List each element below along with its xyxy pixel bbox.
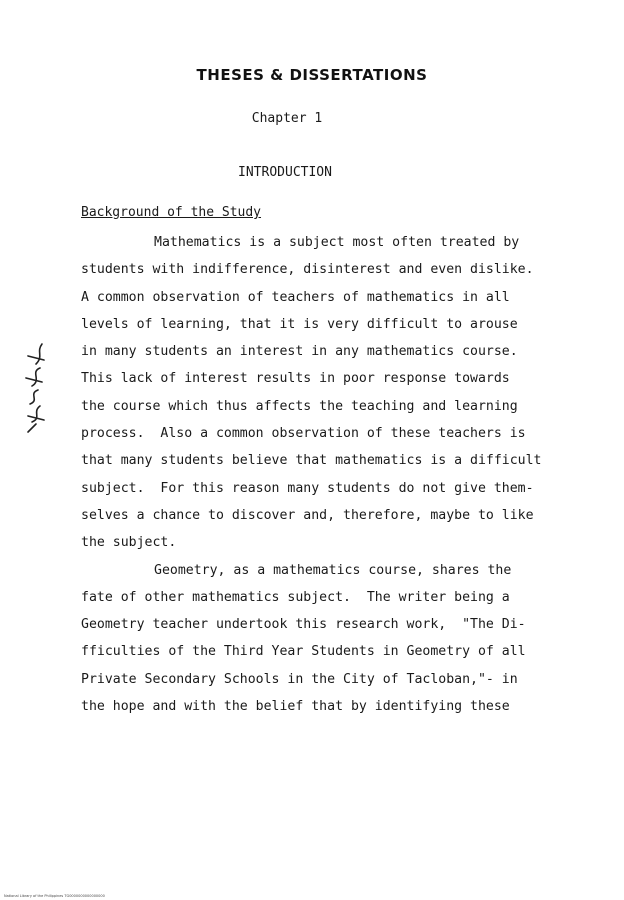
text-line: process. Also a common observation of these teachers is: [81, 426, 526, 442]
text-line: selves a chance to discover and, therefore, maybe to like: [81, 507, 534, 523]
text-line: A common observation of teachers of mathematics in all: [81, 289, 510, 305]
text-line: levels of learning, that it is very difficult to arouse: [81, 316, 518, 332]
text-line: the course which thus affects the teaching and learning: [81, 398, 518, 414]
section-heading: Background of the Study: [81, 205, 262, 220]
text-line: fate of other mathematics subject. The writer being a: [81, 589, 510, 605]
text-line: Geometry teacher undertook this research work, "The Di-: [81, 617, 526, 633]
text-line: the hope and with the belief that by identifying these: [81, 699, 510, 715]
text-line: Geometry, as a mathematics course, shares the: [154, 562, 512, 578]
library-footer: National Library of the Philippines TG0000000000000000: [4, 894, 105, 898]
text-line: students with indifference, disinterest and even dislike.: [81, 262, 534, 278]
handwritten-margin-note: [22, 342, 50, 434]
text-line: in many students an interest in any mathematics course.: [81, 344, 518, 360]
text-line: This lack of interest results in poor response towards: [81, 371, 510, 387]
body-paragraphs: [81, 229, 571, 720]
theses-dissertations-stamp: THESES & DISSERTATIONS: [196, 66, 428, 84]
text-line: Mathematics is a subject most often treated by: [154, 235, 520, 250]
text-line: the subject.: [81, 535, 177, 551]
chapter-title: INTRODUCTION: [238, 165, 332, 180]
chapter-number: Chapter 1: [251, 111, 323, 126]
text-line: subject. For this reason many students do not give them-: [81, 480, 534, 496]
text-line: fficulties of the Third Year Students in Geometry of all: [81, 644, 526, 660]
text-line: that many students believe that mathematics is a difficult: [81, 453, 542, 469]
text-line: Private Secondary Schools in the City of Tacloban,"- in: [81, 671, 518, 687]
